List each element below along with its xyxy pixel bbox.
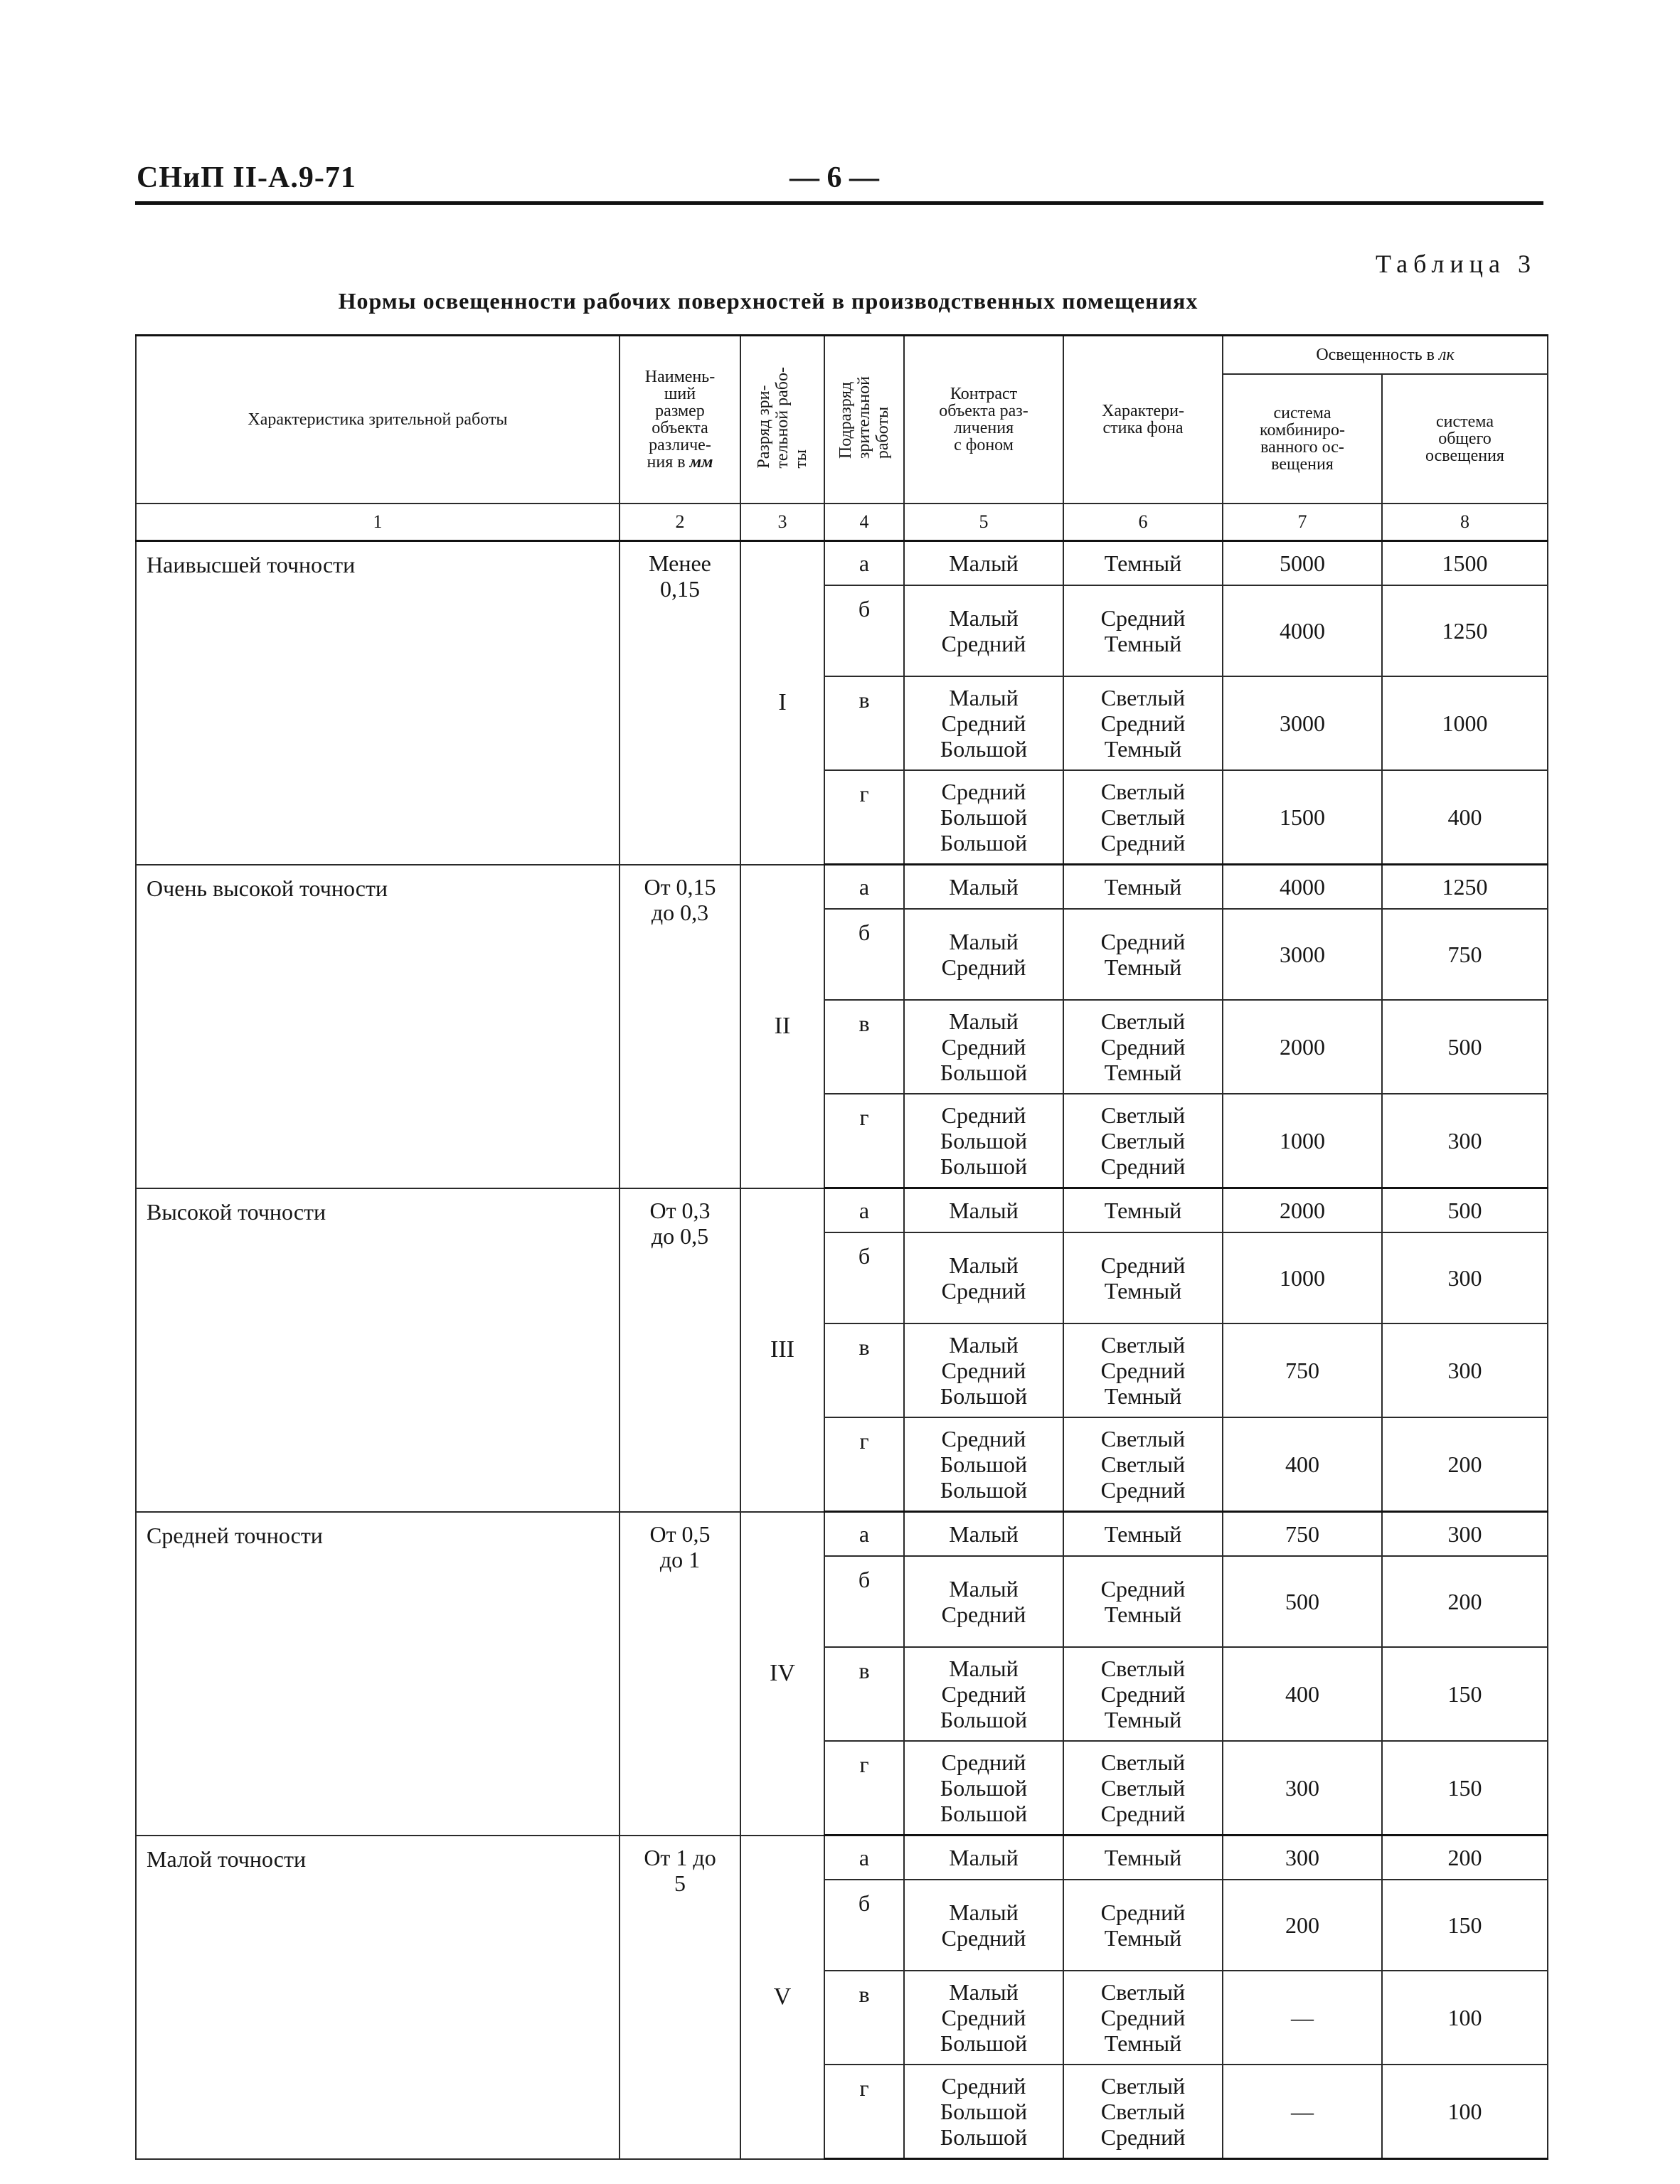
subcategory: а: [824, 1188, 904, 1233]
work-category: IV: [740, 1512, 824, 1836]
contrast-line: Средний: [941, 954, 1026, 980]
work-category: II: [740, 865, 824, 1188]
col-header-subcategory: [824, 336, 904, 504]
illum-combined: 1500: [1223, 770, 1382, 865]
col-header-size-line: ший: [664, 385, 696, 403]
contrast: [904, 2065, 1063, 2159]
col-header-subcategory-line: зрительной: [855, 376, 873, 459]
column-number: 2: [620, 504, 740, 541]
contrast-line: Малый: [949, 874, 1019, 900]
background-line: Темный: [1104, 1278, 1182, 1304]
background: [1063, 2065, 1223, 2159]
background-line: Средний: [1100, 1576, 1186, 1602]
subcategory: б: [824, 1556, 904, 1647]
background-line: Средний: [1100, 1681, 1186, 1707]
table-group: [136, 865, 1548, 1188]
illum-combined: 400: [1223, 1417, 1382, 1512]
contrast: [904, 1094, 1063, 1188]
background: [1063, 909, 1223, 1000]
col-header-subcategory-line: Подразряд: [836, 382, 855, 459]
contrast-line: Средний: [941, 1681, 1026, 1707]
background: [1063, 770, 1223, 865]
illum-general: 750: [1382, 909, 1548, 1000]
contrast-line: Большой: [940, 1154, 1028, 1179]
background-line: Темный: [1104, 954, 1182, 980]
contrast-line: Большой: [940, 1383, 1028, 1409]
background: [1063, 1094, 1223, 1188]
background: [1063, 1741, 1223, 1836]
background-line: Средний: [1100, 929, 1186, 954]
contrast: [904, 1880, 1063, 1971]
background-line: Средний: [1100, 2005, 1186, 2030]
illum-general: 150: [1382, 1741, 1548, 1836]
table-group: [136, 1836, 1548, 2159]
contrast-line: Малый: [949, 929, 1019, 954]
contrast-line: Большой: [940, 2124, 1028, 2150]
contrast-line: Средний: [941, 1034, 1026, 1060]
table-row: [136, 541, 1548, 586]
illum-general: 150: [1382, 1880, 1548, 1971]
background-line: Светлый: [1100, 1775, 1186, 1801]
illum-combined: 3000: [1223, 909, 1382, 1000]
illum-combined: —: [1223, 2065, 1382, 2159]
work-category: III: [740, 1188, 824, 1512]
background-line: Светлый: [1100, 804, 1186, 830]
subcategory: б: [824, 1880, 904, 1971]
col-header-size-line: различе-: [649, 436, 711, 454]
contrast: [904, 1188, 1063, 1233]
object-size-line: От 0,5: [649, 1520, 711, 1547]
col-header-combined: [1223, 374, 1382, 504]
background-line: Темный: [1104, 2030, 1182, 2056]
contrast-line: Средний: [941, 710, 1026, 736]
subcategory: а: [824, 1836, 904, 1880]
background-line: Светлый: [1100, 1128, 1186, 1154]
contrast-line: Малый: [949, 550, 1019, 576]
contrast-line: Большой: [940, 1775, 1028, 1801]
contrast-line: Средний: [941, 1358, 1026, 1383]
col-header-background: [1063, 336, 1223, 504]
object-size-line: От 1 до: [644, 1844, 716, 1870]
background-line: Светлый: [1100, 779, 1186, 804]
contrast: [904, 1323, 1063, 1417]
background-line: Средний: [1100, 1801, 1186, 1826]
background: [1063, 1323, 1223, 1417]
contrast: [904, 1836, 1063, 1880]
contrast-line: Малый: [949, 1332, 1019, 1358]
object-size-line: до 1: [659, 1546, 701, 1572]
col-header-background-line: стика фона: [1102, 419, 1184, 437]
contrast-line: Средний: [941, 2073, 1026, 2099]
contrast: [904, 909, 1063, 1000]
contrast-line: Малый: [949, 605, 1019, 631]
object-size-line: Менее: [649, 550, 711, 576]
illum-combined: 200: [1223, 1880, 1382, 1971]
col-header-general: [1382, 374, 1548, 504]
background-line: Средний: [1100, 1034, 1186, 1060]
object-size-line: От 0,3: [649, 1197, 711, 1223]
column-number: 1: [136, 504, 620, 541]
work-category: I: [740, 541, 824, 865]
work-characteristic: Наивысшей точности: [136, 541, 620, 865]
illum-general: 300: [1382, 1323, 1548, 1417]
contrast: [904, 585, 1063, 676]
illum-combined: —: [1223, 1971, 1382, 2065]
illum-combined: 5000: [1223, 541, 1382, 586]
contrast-line: Большой: [940, 1801, 1028, 1826]
col-header-category-line: ты: [792, 449, 810, 469]
illum-combined: 300: [1223, 1836, 1382, 1880]
contrast-line: Малый: [949, 685, 1019, 710]
col-header-contrast-line: объекта раз-: [939, 402, 1028, 420]
background-line: Темный: [1104, 1602, 1182, 1627]
col-header-contrast-line: личения: [953, 419, 1014, 437]
contrast: [904, 1512, 1063, 1557]
contrast-line: Малый: [949, 1008, 1019, 1034]
illum-combined: 4000: [1223, 865, 1382, 910]
background: [1063, 1556, 1223, 1647]
contrast: [904, 770, 1063, 865]
column-number: 8: [1382, 504, 1548, 541]
illum-combined: 1000: [1223, 1094, 1382, 1188]
subcategory: в: [824, 676, 904, 770]
contrast: [904, 1971, 1063, 2065]
col-header-subcategory-line: работы: [873, 407, 892, 459]
column-number: 3: [740, 504, 824, 541]
illumination-norms-table: [135, 334, 1548, 2160]
contrast-line: Средний: [941, 1278, 1026, 1304]
background-line: Светлый: [1100, 1102, 1186, 1128]
illum-general: 500: [1382, 1000, 1548, 1094]
subcategory: г: [824, 1417, 904, 1512]
subcategory: б: [824, 1232, 904, 1323]
header-divider: [135, 201, 1543, 205]
table-title: Нормы освещенности рабочих поверхностей в производственных помещениях: [338, 288, 1198, 314]
contrast-line: Большой: [940, 1477, 1028, 1503]
contrast-line: Средний: [941, 1749, 1026, 1775]
background-line: Темный: [1104, 1198, 1182, 1223]
work-characteristic: Средней точности: [136, 1512, 620, 1836]
object-size-line: до 0,5: [651, 1222, 709, 1249]
subcategory: в: [824, 1971, 904, 2065]
illum-general: 500: [1382, 1188, 1548, 1233]
contrast: [904, 1232, 1063, 1323]
contrast: [904, 1417, 1063, 1512]
background: [1063, 1417, 1223, 1512]
col-header-size: [620, 336, 740, 504]
contrast-line: Средний: [941, 1426, 1026, 1451]
object-size-line: 0,15: [660, 576, 700, 602]
background: [1063, 1188, 1223, 1233]
col-header-general-line: общего: [1438, 430, 1492, 448]
contrast-line: Малый: [949, 1656, 1019, 1681]
illum-combined: 3000: [1223, 676, 1382, 770]
illum-general: 400: [1382, 770, 1548, 865]
contrast-line: Малый: [949, 1198, 1019, 1223]
subcategory: а: [824, 541, 904, 586]
background-line: Средний: [1100, 2124, 1186, 2150]
col-header-size-line: ния в: [647, 453, 686, 472]
table-group: [136, 1512, 1548, 1836]
illum-general: 100: [1382, 2065, 1548, 2159]
contrast-line: Средний: [941, 1925, 1026, 1951]
contrast-line: Большой: [940, 1707, 1028, 1732]
background-line: Темный: [1104, 631, 1182, 656]
background-line: Светлый: [1100, 1008, 1186, 1034]
illum-combined: 1000: [1223, 1232, 1382, 1323]
col-header-illumination-unit: лк: [1438, 346, 1455, 364]
illum-general: 1000: [1382, 676, 1548, 770]
contrast-line: Большой: [940, 2099, 1028, 2124]
contrast: [904, 865, 1063, 910]
illum-general: 300: [1382, 1512, 1548, 1557]
col-header-characteristic: Характеристика зрительной работы: [136, 336, 620, 504]
object-size-line: до 0,3: [651, 899, 709, 925]
work-category: V: [740, 1836, 824, 2159]
background-line: Средний: [1100, 1900, 1186, 1925]
illum-combined: 4000: [1223, 585, 1382, 676]
col-header-category-line: Разряд зри-: [755, 385, 773, 469]
contrast: [904, 1000, 1063, 1094]
contrast-line: Большой: [940, 1451, 1028, 1477]
contrast-line: Большой: [940, 1128, 1028, 1154]
background-line: Темный: [1104, 736, 1182, 762]
object-size: [620, 1188, 740, 1512]
background-line: Темный: [1104, 1060, 1182, 1085]
background-line: Светлый: [1100, 1332, 1186, 1358]
background-line: Средний: [1100, 1252, 1186, 1278]
table-row: [136, 1188, 1548, 1233]
background-line: Средний: [1100, 1154, 1186, 1179]
contrast-line: Большой: [940, 1060, 1028, 1085]
contrast: [904, 1647, 1063, 1741]
background-line: Средний: [1100, 1477, 1186, 1503]
background-line: Темный: [1104, 550, 1182, 576]
contrast: [904, 676, 1063, 770]
col-header-illumination-label: Освещенность в: [1316, 346, 1435, 364]
contrast-line: Средний: [941, 2005, 1026, 2030]
table-group: [136, 1188, 1548, 1512]
col-header-size-line: Наимень-: [644, 368, 716, 386]
background: [1063, 1512, 1223, 1557]
subcategory: г: [824, 1094, 904, 1188]
illum-combined: 750: [1223, 1323, 1382, 1417]
col-header-contrast-line: Контраст: [950, 385, 1018, 403]
background: [1063, 1880, 1223, 1971]
subcategory: б: [824, 909, 904, 1000]
col-header-category-line: тельной рабо-: [773, 367, 792, 469]
illum-general: 200: [1382, 1556, 1548, 1647]
illum-general: 1500: [1382, 541, 1548, 586]
contrast-line: Малый: [949, 1521, 1019, 1547]
contrast: [904, 1556, 1063, 1647]
illum-combined: 500: [1223, 1556, 1382, 1647]
subcategory: б: [824, 585, 904, 676]
work-characteristic: Высокой точности: [136, 1188, 620, 1512]
illum-general: 150: [1382, 1647, 1548, 1741]
contrast-line: Малый: [949, 1900, 1019, 1925]
background-line: Темный: [1104, 1383, 1182, 1409]
col-header-contrast-line: с фоном: [954, 436, 1014, 454]
col-header-general-line: система: [1436, 412, 1494, 431]
illum-general: 200: [1382, 1417, 1548, 1512]
object-size: [620, 865, 740, 1188]
illum-general: 200: [1382, 1836, 1548, 1880]
contrast: [904, 541, 1063, 586]
subcategory: а: [824, 1512, 904, 1557]
col-header-size-line: объекта: [652, 419, 708, 437]
contrast-line: Средний: [941, 1102, 1026, 1128]
background: [1063, 541, 1223, 586]
illum-combined: 2000: [1223, 1000, 1382, 1094]
page-number: — 6 —: [790, 161, 879, 194]
illum-general: 1250: [1382, 585, 1548, 676]
work-characteristic: Малой точности: [136, 1836, 620, 2159]
contrast-line: Малый: [949, 1576, 1019, 1602]
background-line: Средний: [1100, 830, 1186, 856]
background-line: Светлый: [1100, 1426, 1186, 1451]
background: [1063, 1232, 1223, 1323]
subcategory: г: [824, 1741, 904, 1836]
contrast-line: Малый: [949, 1845, 1019, 1870]
object-size: [620, 1512, 740, 1836]
background-line: Средний: [1100, 710, 1186, 736]
background: [1063, 676, 1223, 770]
column-number: 4: [824, 504, 904, 541]
column-number: 5: [904, 504, 1063, 541]
contrast-line: Малый: [949, 1979, 1019, 2005]
col-header-combined-line: вещения: [1271, 455, 1334, 474]
object-size: [620, 1836, 740, 2159]
background: [1063, 865, 1223, 910]
document-code: СНиП II-А.9-71: [137, 161, 356, 194]
illum-combined: 2000: [1223, 1188, 1382, 1233]
table-row: [136, 865, 1548, 910]
background: [1063, 1647, 1223, 1741]
table-group: [136, 541, 1548, 865]
col-header-combined-line: ванного ос-: [1260, 438, 1344, 457]
contrast-line: Большой: [940, 2030, 1028, 2056]
background-line: Темный: [1104, 1925, 1182, 1951]
contrast-line: Средний: [941, 1602, 1026, 1627]
illum-general: 1250: [1382, 865, 1548, 910]
object-size: [620, 541, 740, 865]
col-header-category: [740, 336, 824, 504]
background-line: Светлый: [1100, 1979, 1186, 2005]
col-header-category-text: [755, 367, 810, 469]
background-line: Светлый: [1100, 1451, 1186, 1477]
subcategory: г: [824, 2065, 904, 2159]
column-number: 7: [1223, 504, 1382, 541]
contrast-line: Малый: [949, 1252, 1019, 1278]
illum-combined: 750: [1223, 1512, 1382, 1557]
subcategory: г: [824, 770, 904, 865]
illum-general: 300: [1382, 1094, 1548, 1188]
contrast-line: Большой: [940, 830, 1028, 856]
background: [1063, 1000, 1223, 1094]
illum-general: 100: [1382, 1971, 1548, 2065]
col-header-contrast: [904, 336, 1063, 504]
col-header-size-unit: мм: [689, 453, 713, 472]
col-header-combined-line: система: [1273, 404, 1331, 422]
illum-general: 300: [1382, 1232, 1548, 1323]
column-number-row: [136, 504, 1548, 541]
background-line: Средний: [1100, 1358, 1186, 1383]
background-line: Светлый: [1100, 1656, 1186, 1681]
illum-combined: 400: [1223, 1647, 1382, 1741]
contrast-line: Большой: [940, 804, 1028, 830]
column-number: 6: [1063, 504, 1223, 541]
contrast-line: Большой: [940, 736, 1028, 762]
col-header-background-line: Характери-: [1102, 402, 1184, 420]
contrast-line: Средний: [941, 779, 1026, 804]
col-header-general-line: освещения: [1425, 447, 1504, 465]
background-line: Темный: [1104, 1521, 1182, 1547]
table-header: [136, 336, 1548, 541]
col-header-combined-line: комбиниро-: [1260, 421, 1345, 440]
table-row: [136, 1512, 1548, 1557]
col-header-subcategory-text: [836, 376, 892, 459]
background-line: Светлый: [1100, 2073, 1186, 2099]
subcategory: в: [824, 1647, 904, 1741]
table-label: Таблица 3: [1376, 250, 1536, 278]
col-header-size-line: размер: [655, 402, 705, 420]
background-line: Светлый: [1100, 685, 1186, 710]
background: [1063, 1836, 1223, 1880]
background-line: Темный: [1104, 1707, 1182, 1732]
object-size-line: От 0,15: [644, 873, 716, 900]
background-line: Темный: [1104, 874, 1182, 900]
background: [1063, 585, 1223, 676]
background-line: Светлый: [1100, 2099, 1186, 2124]
background-line: Средний: [1100, 605, 1186, 631]
subcategory: в: [824, 1323, 904, 1417]
object-size-line: 5: [674, 1870, 686, 1896]
subcategory: в: [824, 1000, 904, 1094]
illum-combined: 300: [1223, 1741, 1382, 1836]
work-characteristic: Очень высокой точности: [136, 865, 620, 1188]
col-header-illumination: [1223, 336, 1548, 375]
background-line: Светлый: [1100, 1749, 1186, 1775]
subcategory: а: [824, 865, 904, 910]
background: [1063, 1971, 1223, 2065]
table-row: [136, 1836, 1548, 1880]
contrast-line: Средний: [941, 631, 1026, 656]
background-line: Темный: [1104, 1845, 1182, 1870]
contrast: [904, 1741, 1063, 1836]
